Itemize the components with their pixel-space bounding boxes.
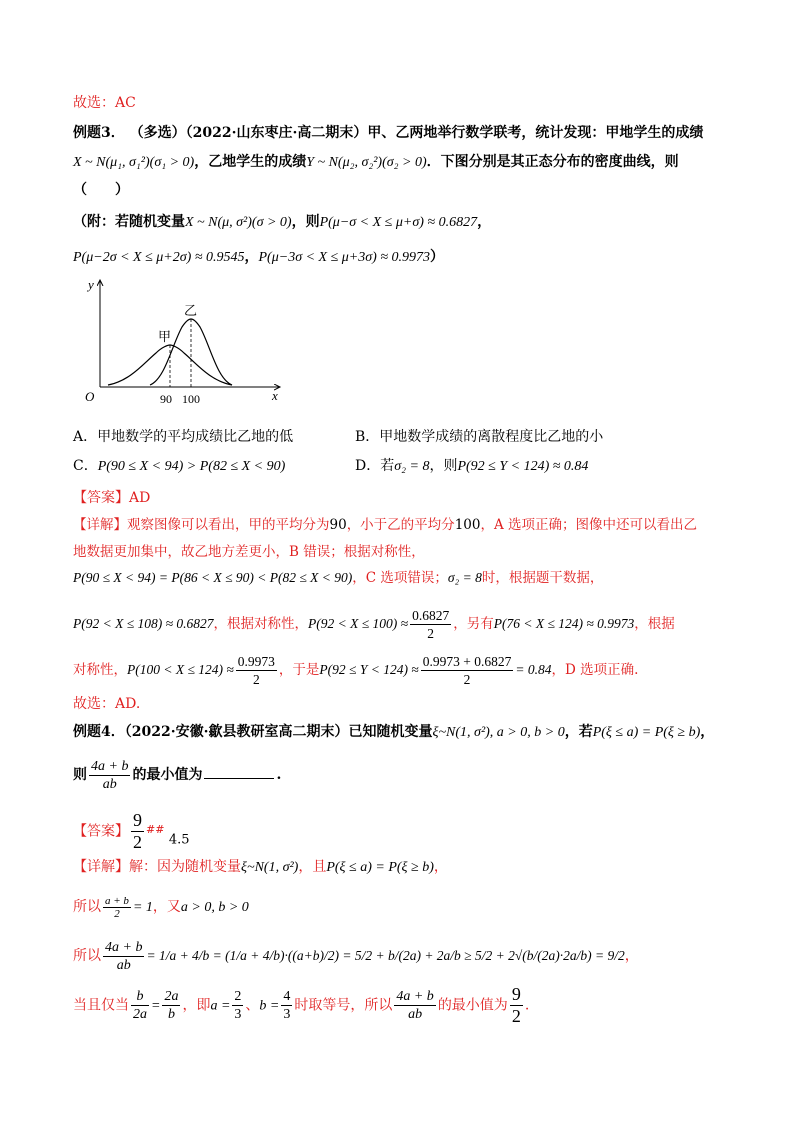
detail-fraction: $\frac{4a + b}{ab}$ [396, 989, 434, 1022]
note-comma: ， [477, 214, 492, 230]
detail-fraction: $\frac{a + b}{2}$ [105, 894, 129, 920]
example4-detail3 [73, 936, 639, 976]
detail-expr: a = [210, 998, 231, 1014]
detail-fraction: $\frac{9}{2}$ [511, 984, 521, 1026]
detail-text: ，A 选项正确；图像中还可以看出乙 [480, 517, 698, 533]
answer-alt: 4.5 [168, 832, 190, 848]
detail-text: 所以 [73, 899, 101, 915]
detail-line4 [73, 604, 675, 644]
detail-fraction: $\frac{0.6827}{2}$ [412, 608, 450, 641]
detail-text: ，即 [182, 997, 211, 1014]
detail-text: ，D 选项正确. [551, 662, 639, 678]
example3-tag: （多选） [129, 125, 186, 141]
detail-text: 所以 [73, 948, 101, 964]
answer-value: AD [129, 490, 151, 506]
example4-if: ，若 [564, 724, 593, 740]
detail-text: ，小于乙的平均分 [346, 517, 455, 533]
example3-label: 例题3． [73, 125, 125, 141]
example4-detail4 [73, 984, 529, 1027]
option-d-mid: ，则 [429, 458, 458, 474]
prob-two-sigma: P(μ−2σ < X ≤ μ+2σ) ≈ 0.9545 [73, 250, 245, 265]
example4-intro: 已知随机变量 [348, 724, 433, 740]
detail-expr: ξ~N(1, σ²) [241, 860, 299, 875]
detail-line5 [73, 650, 638, 690]
detail-fraction: $\frac{0.9973}{2}$ [237, 654, 275, 687]
detail-expr: a > 0, b > 0 [180, 900, 249, 915]
option-a: A．甲地数学的平均成绩比乙地的低 [73, 429, 294, 445]
detail-expr: P(92 ≤ Y < 124) ≈ [319, 662, 419, 677]
detail-expr: P(90 ≤ X < 94) = P(86 < X ≤ 90) < P(82 ≤ X < 90) [73, 570, 353, 585]
option-b: B．甲地数学成绩的离散程度比乙地的小 [355, 429, 604, 445]
x-distribution: X ~ N(μ₁, σ₁²)(σ₁ > 0) [73, 155, 195, 170]
detail-expr: = 1 [132, 900, 153, 915]
detail-fraction: $\frac{b}{2a}$ [133, 989, 147, 1022]
detail-text: 解：因为随机变量 [129, 859, 241, 875]
example3-answer [73, 488, 150, 508]
detail-text: ，C 选项错误； [352, 570, 448, 586]
example4-detail1 [73, 857, 448, 878]
option-c-label: C． [73, 458, 98, 474]
example4-question [73, 755, 281, 795]
detail-text: . [524, 997, 530, 1014]
example4-source: （2022·安徽·歙县教研室高二期末） [124, 724, 349, 740]
detail-expr: P(76 < X ≤ 124) ≈ 0.9973 [493, 616, 635, 631]
example3-paren: （ ） [73, 182, 129, 198]
detail-text: ，于是 [278, 662, 320, 678]
example4-label: 例题4． [73, 724, 125, 740]
example3-header [73, 123, 703, 143]
note-pre: （附：若随机变量 [73, 214, 185, 230]
detail-text: ，另有 [453, 616, 494, 632]
detail-text: ，且 [298, 859, 327, 875]
x-axis-label: x [272, 388, 278, 403]
example4-ask: 的最小值为 [132, 767, 203, 783]
example4-detail2 [73, 890, 249, 925]
note-mid: ，则 [291, 214, 320, 230]
y-distribution: Y ~ N(μ₂, σ₂²)(σ₂ > 0) [306, 155, 427, 170]
detail-text: ， [624, 948, 639, 964]
example3-source: （2022·山东枣庄·高二期末） [185, 125, 368, 141]
example4-comma: ， [700, 724, 715, 740]
detail-fraction: $\frac{4a + b}{ab}$ [105, 939, 143, 973]
detail-text: 观察图像可以看出，甲的平均分为 [127, 517, 330, 533]
example4-header [73, 722, 714, 743]
note-distribution: X ~ N(μ, σ²)(σ > 0) [185, 215, 292, 230]
example4-then: 则 [73, 767, 87, 783]
note-end: ） [430, 249, 444, 265]
example3-note2 [73, 247, 444, 268]
detail-text: ，根据对称性， [213, 616, 309, 632]
detail-label: 【详解】 [73, 859, 129, 875]
detail-expr: P(100 < X ≤ 124) ≈ [127, 662, 234, 677]
detail-expr: σ₂ = 8 [447, 570, 482, 585]
detail-text: 的最小值为 [437, 997, 508, 1014]
option-c-expr: P(90 ≤ X < 94) > P(82 ≤ X < 90) [97, 459, 286, 474]
example3-note [73, 212, 491, 233]
answer-fraction: $\frac{9}{2}$ [133, 810, 142, 852]
detail-expr: b = [259, 998, 280, 1014]
origin-label: O [85, 389, 95, 404]
example3-conclusion: 故选：AD. [73, 696, 141, 712]
mean-jia: 90 [329, 517, 347, 533]
detail-fraction: $\frac{2a}{b}$ [164, 989, 179, 1022]
example4-fraction: $\frac{4a + b}{ab}$ [91, 758, 129, 792]
option-d-expr: P(92 ≤ Y < 124) ≈ 0.84 [457, 459, 589, 474]
detail-line1 [73, 515, 697, 535]
example4-distribution: ξ~N(1, σ²), a > 0, b > 0 [432, 725, 565, 740]
option-d-cond: σ₂ = 8 [394, 459, 430, 474]
mean-yi: 100 [454, 517, 481, 533]
prev-answer: 故选：AC [73, 95, 136, 111]
detail-expr: = 1/a + 4/b = (1/a + 4/b)·((a+b)/2) = 5/2 + b/(2a) + 2a/b ≥ 5/2 + 2√(b/(2a)·2a/b) = 9/2 [146, 948, 625, 963]
detail-text: 时取等号，所以 [294, 997, 393, 1014]
example3-line2 [73, 152, 679, 173]
detail-fraction: $\frac{0.9973 + 0.6827}{2}$ [422, 654, 512, 687]
example3-intro: 甲、乙两地举行数学联考，统计发现：甲地学生的成绩 [367, 125, 704, 141]
option-d-label: D．若 [355, 458, 395, 474]
curve-yi-label: 乙 [184, 303, 198, 318]
tick-90: 90 [160, 392, 172, 406]
option-c [73, 455, 285, 475]
detail-line3 [73, 568, 603, 588]
y-axis-label: y [88, 277, 94, 292]
detail-expr: P(92 < X ≤ 108) ≈ 0.6827 [73, 616, 214, 631]
detail-text: 当且仅当 [73, 997, 129, 1014]
tick-100: 100 [182, 392, 200, 406]
detail-text: 对称性， [73, 662, 127, 678]
answer-blank [204, 778, 274, 779]
detail-text: ，根据 [634, 616, 675, 632]
detail-fraction: $\frac{4}{3}$ [283, 989, 291, 1022]
example3-tail: ．下图分别是其正态分布的密度曲线，则 [426, 154, 679, 170]
detail-text: ， [433, 859, 448, 875]
prob-one-sigma: P(μ−σ < X ≤ μ+σ) ≈ 0.6827 [319, 215, 478, 230]
detail-line2: 地数据更加集中，故乙地方差更小，B 错误；根据对称性， [73, 544, 425, 560]
detail-label: 【详解】 [73, 517, 127, 533]
note-sep: ， [244, 249, 259, 265]
detail-text: ，又 [152, 899, 181, 915]
detail-text: 时，根据题干数据， [481, 570, 604, 586]
example3-mid: ，乙地学生的成绩 [194, 154, 307, 170]
detail-fraction: $\frac{2}{3}$ [234, 989, 242, 1022]
detail-text: 、 [245, 997, 260, 1014]
detail-expr: P(ξ ≤ a) = P(ξ ≥ b) [326, 860, 434, 875]
option-d [355, 455, 588, 475]
prob-three-sigma: P(μ−3σ < X ≤ μ+3σ) ≈ 0.9973 [258, 250, 430, 265]
answer-label: 【答案】 [73, 490, 129, 506]
detail-expr: P(92 < X ≤ 100) ≈ [308, 616, 409, 631]
detail-expr: = [151, 998, 161, 1014]
answer-label: 【答案】 [73, 823, 129, 840]
example4-answer [73, 810, 190, 861]
detail-expr: = 0.84 [515, 662, 552, 677]
example4-period: . [276, 767, 282, 783]
normal-curves-figure [80, 275, 290, 410]
answer-separator: ## [146, 823, 165, 836]
example4-condition: P(ξ ≤ a) = P(ξ ≥ b) [592, 725, 701, 740]
curve-jia-label: 甲 [158, 329, 172, 344]
